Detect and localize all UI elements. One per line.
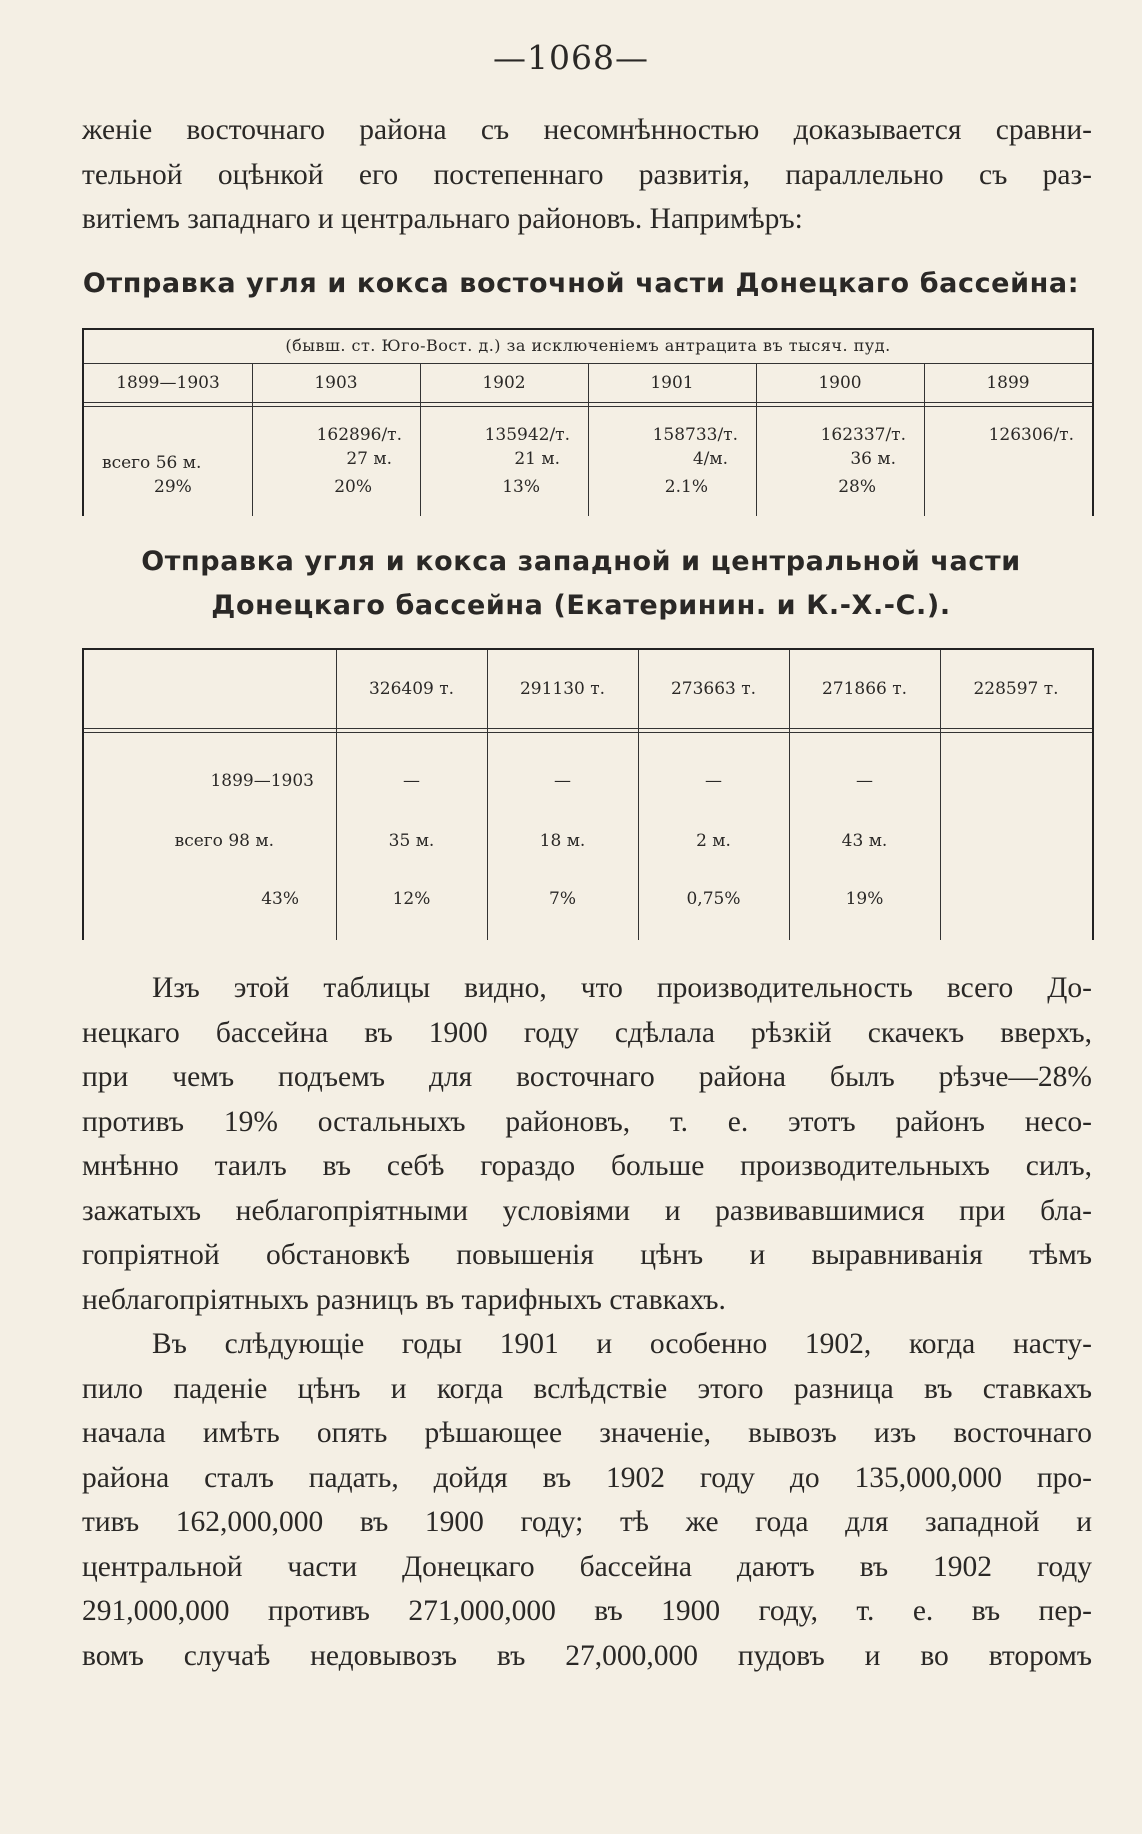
table-east-header: 1902 — [482, 373, 526, 393]
table-west-cell: 43 м. — [841, 831, 888, 851]
table-east-value: 21 м. — [514, 449, 560, 469]
table-west-header: 326409 т. — [368, 679, 455, 699]
table-west-header: 228597 т. — [973, 679, 1059, 699]
table-west-cell: — — [403, 771, 420, 791]
table-east-percent: 29% — [154, 477, 192, 497]
table-east-value: 36 м. — [850, 449, 896, 469]
table-west-cell: 35 м. — [388, 831, 435, 851]
table-east-value: 2.1% — [664, 477, 708, 497]
table-west — [82, 648, 1094, 940]
table-west-row-label: 1899—1903 — [210, 771, 314, 791]
body-line: нецкаго бассейна въ 1900 году сдѣлала рѣзкій скачекъ вверхъ, — [82, 1016, 1092, 1049]
table-west-cell: — — [705, 771, 722, 791]
table-east-header: 1899 — [986, 373, 1030, 393]
page-number: —1068— — [493, 38, 649, 77]
table-east-value: 162896/т. — [316, 425, 402, 445]
table-east — [82, 328, 1094, 516]
body-line: вомъ случаѣ недовывозъ въ 27,000,000 пудовъ и во второмъ — [82, 1639, 1092, 1672]
body-line: Въ слѣдующіе годы 1901 и особенно 1902, когда насту- — [152, 1328, 1092, 1360]
body-paragraph — [82, 966, 1092, 1678]
heading-east: Отправка угля и кокса восточной части Донецкаго бассейна: — [82, 268, 1080, 299]
table-west-row-label: 43% — [261, 889, 299, 909]
table-east-header: 1899—1903 — [116, 373, 220, 393]
table-east-value: 158733/т. — [652, 425, 738, 445]
table-east-header: 1900 — [818, 373, 862, 393]
table-east-value: 135942/т. — [484, 425, 570, 445]
intro-paragraph — [82, 108, 1092, 242]
table-west-cell: 2 м. — [696, 831, 731, 851]
table-east-value: 28% — [838, 477, 876, 497]
table-west-cell: 19% — [845, 889, 884, 909]
table-east-value: 13% — [502, 477, 540, 497]
table-west-cell: 12% — [392, 889, 431, 909]
table-west-cell: 18 м. — [539, 831, 586, 851]
body-line: пило паденіе цѣнъ и когда вслѣдствіе этого разница въ ставкахъ — [82, 1372, 1092, 1405]
table-west-row-label: всего 98 м. — [174, 831, 274, 851]
body-line: неблагопріятныхъ разницъ въ тарифныхъ ставкахъ. — [82, 1283, 726, 1316]
table-east-value: 4/м. — [692, 449, 728, 469]
table-east-caption: (бывш. ст. Юго-Вост. д.) за исключеніемъ антрацита въ тысяч. пуд. — [285, 336, 891, 355]
body-line: мнѣнно таилъ въ себѣ гораздо больше производительныхъ силъ, — [82, 1150, 1092, 1182]
body-line: 291,000,000 противъ 271,000,000 въ 1900 году, т. е. въ пер- — [82, 1595, 1092, 1627]
body-line: центральной части Донецкаго бассейна даютъ въ 1902 году — [82, 1550, 1092, 1583]
table-east-header: 1901 — [650, 373, 694, 393]
table-east-value: 27 м. — [346, 449, 392, 469]
table-east-value: 126306/т. — [988, 425, 1074, 445]
table-west-header: 273663 т. — [670, 679, 757, 699]
table-east-total: всего 56 м. — [102, 453, 202, 473]
intro-line: женіе восточнаго района съ несомнѣнностью доказывается сравни- — [82, 114, 1092, 146]
heading-west-line1: Отправка угля и кокса западной и центральной части — [141, 546, 1021, 577]
heading-west-line2: Донецкаго бассейна (Екатеринин. и К.-Х.-С.). — [211, 590, 951, 621]
table-west-cell: — — [856, 771, 873, 791]
body-line: гопріятной обстановкѣ повышенія цѣнъ и выравниванія тѣмъ — [82, 1239, 1092, 1271]
body-line: района сталъ падать, дойдя въ 1902 году до 135,000,000 про- — [82, 1461, 1092, 1494]
table-west-cell: 0,75% — [686, 889, 741, 909]
body-line: противъ 19% остальныхъ районовъ, т. е. этотъ районъ несо- — [82, 1105, 1092, 1138]
body-line: тивъ 162,000,000 въ 1900 году; тѣ же года для западной и — [82, 1506, 1092, 1538]
table-west-header: 271866 т. — [821, 679, 908, 699]
body-line: начала имѣть опять рѣшающее значеніе, вывозъ изъ восточнаго — [82, 1417, 1092, 1449]
table-east-value: 162337/т. — [820, 425, 906, 445]
intro-line: тельной оцѣнкой его постепеннаго развитія, параллельно съ раз- — [82, 158, 1092, 191]
body-line: при чемъ подъемъ для восточнаго района былъ рѣзче—28% — [82, 1061, 1092, 1093]
table-east-value: 20% — [334, 477, 372, 497]
table-east-header: 1903 — [314, 373, 358, 393]
table-west-cell: 7% — [549, 889, 576, 909]
body-line: зажатыхъ неблагопріятными условіями и развивавшимися при бла- — [82, 1194, 1092, 1227]
intro-line: витіемъ западнаго и центральнаго районовъ. Напримѣръ: — [82, 203, 803, 235]
table-west-cell: — — [554, 771, 571, 791]
body-line: Изъ этой таблицы видно, что производительность всего До- — [152, 972, 1092, 1004]
table-west-header: 291130 т. — [519, 679, 606, 699]
